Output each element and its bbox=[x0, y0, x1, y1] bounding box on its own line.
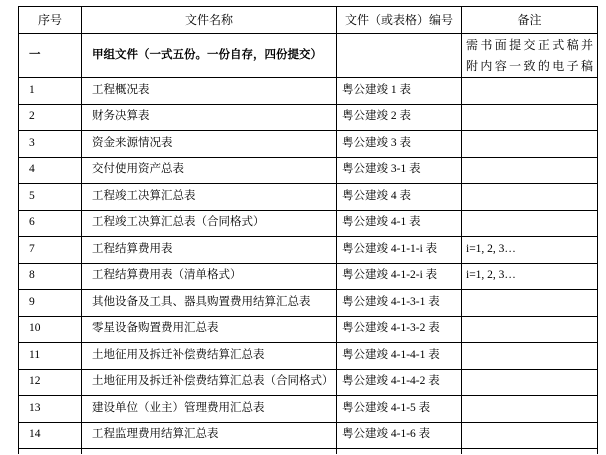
row-index: 13 bbox=[19, 396, 82, 423]
remark-line: 需书面提交正式稿并 bbox=[466, 37, 593, 52]
table-row bbox=[19, 237, 598, 264]
row-index: 2 bbox=[19, 105, 82, 132]
row-file-name: 土地征用及拆迁补偿费结算汇总表（合同格式） bbox=[82, 370, 337, 397]
table-header-row bbox=[19, 7, 598, 34]
row-file-code: 粤公建竣 1 表 bbox=[337, 78, 462, 105]
row-file-name: 其他设备及工具、器具购置费用结算汇总表 bbox=[82, 290, 337, 317]
row-remark bbox=[462, 78, 598, 105]
row-file-name: 财务决算表 bbox=[82, 105, 337, 132]
row-remark bbox=[462, 396, 598, 423]
table-row-partial bbox=[19, 449, 598, 454]
row-file-name: 工程竣工决算汇总表 bbox=[82, 184, 337, 211]
remark-line: 附内容一致的电子稿 bbox=[466, 58, 593, 73]
row-remark: i=1, 2, 3… bbox=[462, 264, 598, 291]
row-file-name: 工程结算费用表（清单格式） bbox=[82, 264, 337, 291]
row-index: 11 bbox=[19, 343, 82, 370]
row-remark bbox=[462, 211, 598, 238]
row-index: 7 bbox=[19, 237, 82, 264]
row-cell bbox=[337, 449, 462, 454]
table-row bbox=[19, 184, 598, 211]
row-file-code: 粤公建竣 4-1-3-2 表 bbox=[337, 317, 462, 344]
row-remark bbox=[462, 184, 598, 211]
row-file-name: 工程竣工决算汇总表（合同格式） bbox=[82, 211, 337, 238]
row-index: 8 bbox=[19, 264, 82, 291]
row-remark bbox=[462, 343, 598, 370]
row-file-name: 建设单位（业主）管理费用汇总表 bbox=[82, 396, 337, 423]
row-remark bbox=[462, 317, 598, 344]
row-file-code: 粤公建竣 2 表 bbox=[337, 105, 462, 132]
row-file-code: 粤公建竣 4-1-2-i 表 bbox=[337, 264, 462, 291]
row-cell bbox=[82, 449, 337, 454]
row-remark bbox=[462, 158, 598, 185]
table-row bbox=[19, 131, 598, 158]
table-row bbox=[19, 423, 598, 450]
row-file-name: 土地征用及拆迁补偿费结算汇总表 bbox=[82, 343, 337, 370]
row-file-code: 粤公建竣 3 表 bbox=[337, 131, 462, 158]
row-file-name: 零星设备购置费用汇总表 bbox=[82, 317, 337, 344]
header-remarks: 备注 bbox=[462, 7, 598, 34]
row-index: 3 bbox=[19, 131, 82, 158]
table-row bbox=[19, 158, 598, 185]
row-file-code: 粤公建竣 4-1-5 表 bbox=[337, 396, 462, 423]
row-remark bbox=[462, 105, 598, 132]
section-remark bbox=[462, 34, 598, 78]
table-row bbox=[19, 370, 598, 397]
row-file-name: 交付使用资产总表 bbox=[82, 158, 337, 185]
row-index: 6 bbox=[19, 211, 82, 238]
table-row bbox=[19, 211, 598, 238]
row-file-code: 粤公建竣 4-1-4-1 表 bbox=[337, 343, 462, 370]
row-file-name: 资金来源情况表 bbox=[82, 131, 337, 158]
row-cell bbox=[462, 449, 598, 454]
table-row bbox=[19, 396, 598, 423]
section-row bbox=[19, 34, 598, 78]
table-row bbox=[19, 78, 598, 105]
row-index: 10 bbox=[19, 317, 82, 344]
row-file-code: 粤公建竣 3-1 表 bbox=[337, 158, 462, 185]
row-file-name: 工程概况表 bbox=[82, 78, 337, 105]
row-index: 14 bbox=[19, 423, 82, 450]
row-file-code: 粤公建竣 4-1-3-1 表 bbox=[337, 290, 462, 317]
row-index: 1 bbox=[19, 78, 82, 105]
header-index: 序号 bbox=[19, 7, 82, 34]
row-file-name: 工程监理费用结算汇总表 bbox=[82, 423, 337, 450]
header-file-name: 文件名称 bbox=[82, 7, 337, 34]
row-file-code: 粤公建竣 4 表 bbox=[337, 184, 462, 211]
row-file-code: 粤公建竣 4-1-6 表 bbox=[337, 423, 462, 450]
row-index: 5 bbox=[19, 184, 82, 211]
row-index: 9 bbox=[19, 290, 82, 317]
section-code-cell bbox=[337, 34, 462, 78]
table-row bbox=[19, 290, 598, 317]
table-row bbox=[19, 343, 598, 370]
row-remark bbox=[462, 370, 598, 397]
section-title: 甲组文件（一式五份。一份自存，四份提交） bbox=[82, 34, 337, 78]
row-file-code: 粤公建竣 4-1-4-2 表 bbox=[337, 370, 462, 397]
row-file-code: 粤公建竣 4-1 表 bbox=[337, 211, 462, 238]
row-remark: i=1, 2, 3… bbox=[462, 237, 598, 264]
section-number: 一 bbox=[19, 34, 82, 78]
table-row bbox=[19, 317, 598, 344]
table-row bbox=[19, 264, 598, 291]
row-index: 4 bbox=[19, 158, 82, 185]
row-index: 12 bbox=[19, 370, 82, 397]
row-file-name: 工程结算费用表 bbox=[82, 237, 337, 264]
row-file-code: 粤公建竣 4-1-1-i 表 bbox=[337, 237, 462, 264]
row-remark bbox=[462, 423, 598, 450]
row-remark bbox=[462, 131, 598, 158]
header-file-code: 文件（或表格）编号 bbox=[337, 7, 462, 34]
row-remark bbox=[462, 290, 598, 317]
file-list-table bbox=[18, 6, 598, 454]
row-cell bbox=[19, 449, 82, 454]
table-row bbox=[19, 105, 598, 132]
